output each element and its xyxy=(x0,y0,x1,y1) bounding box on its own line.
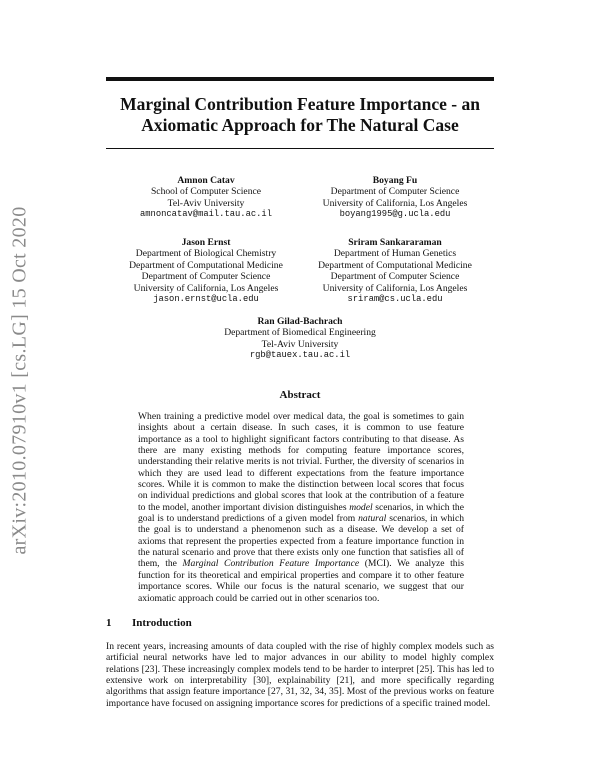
author-affiliation: Department of Biomedical Engineering xyxy=(224,327,376,339)
title-top-rule xyxy=(106,77,494,81)
abstract-emphasis-natural: natural xyxy=(358,513,387,525)
author-name: Ran Gilad-Bachrach xyxy=(257,316,343,327)
author-email[interactable]: sriram@cs.ucla.edu xyxy=(347,294,443,305)
author-email[interactable]: boyang1995@g.ucla.edu xyxy=(339,209,451,220)
author-name: Sriram Sankararaman xyxy=(348,237,442,248)
author-affiliation: University of California, Los Angeles xyxy=(133,282,279,294)
abstract-text: When training a predictive model over medical data, the goal is sometimes to gain insights about a certain disease. In such cases, it is common to use feature importance as a tool to highlight significant factors contributing to that disease. As there are many existing methods for computing feature importance scores, understanding their relative merits is not trivial. Further, the diversity of scenarios in which they are used lead to different expectations from the feature importance scores. While it is common to make the distinction between local scores that focus on individual predictions and global scores that look at the contribution of a feature to the model, another important division distinguishes xyxy=(138,411,464,513)
abstract-body xyxy=(138,411,464,604)
author-affiliation: Department of Computational Medicine xyxy=(129,259,283,271)
abstract-text: scenarios, in which the goal is to understand a phenomenon such as a disease. We develop a set of axioms that represent the properties expected from a feature importance function in the natural scenario and prove that there exists only one function that satisfies all of them, the xyxy=(138,513,464,570)
abstract-text: scenarios, in which the goal is to understand predictions of a given model from xyxy=(138,501,464,525)
title-line-2: Axiomatic Approach for The Natural Case xyxy=(141,115,459,135)
author-name: Jason Ernst xyxy=(181,237,231,248)
author-affiliation: University of California, Los Angeles xyxy=(322,282,468,294)
author-affiliation: School of Computer Science xyxy=(150,186,262,198)
abstract-emphasis-model: model xyxy=(349,501,373,513)
author-affiliation: Department of Computational Medicine xyxy=(318,259,472,271)
author-email[interactable]: rgb@tauex.tau.ac.il xyxy=(249,350,351,361)
author-affiliation: Department of Biological Chemistry xyxy=(135,248,277,260)
author-affiliation: University of California, Los Angeles xyxy=(322,197,468,209)
abstract-text: (MCI). We analyze this function for its theoretical and empirical properties and compare it to other feature importance scores. While our focus is the natural scenario, we suggest that our axiomatic approach could be carried out in other scenarios too. xyxy=(138,558,465,604)
section-number: 1 xyxy=(106,617,112,629)
author-affiliation: Department of Human Genetics xyxy=(333,248,457,260)
author-block-2 xyxy=(290,175,500,221)
author-affiliation: Department of Computer Science xyxy=(330,186,460,198)
author-affiliation: Tel-Aviv University xyxy=(261,338,339,350)
author-name: Boyang Fu xyxy=(372,175,418,186)
author-name: Amnon Catav xyxy=(177,175,235,186)
title-line-1: Marginal Contribution Feature Importance - an xyxy=(120,94,480,114)
arxiv-id-text: arXiv:2010.07910v1 [cs.LG] 15 Oct 2020 xyxy=(8,205,31,555)
abstract-emphasis-mci: Marginal Contribution Feature Importance xyxy=(182,558,360,570)
author-block-3 xyxy=(106,237,306,305)
abstract-heading: Abstract xyxy=(279,389,321,401)
author-affiliation: Department of Computer Science xyxy=(330,271,460,283)
paper-title xyxy=(106,94,494,136)
arxiv-identifier xyxy=(2,205,38,555)
author-affiliation: Tel-Aviv University xyxy=(167,197,245,209)
author-affiliation: Department of Computer Science xyxy=(141,271,271,283)
author-email[interactable]: amnoncatav@mail.tau.ac.il xyxy=(140,209,272,220)
author-block-4 xyxy=(290,237,500,305)
author-block-1 xyxy=(116,175,296,221)
title-bottom-rule xyxy=(106,148,494,149)
author-email[interactable]: jason.ernst@ucla.edu xyxy=(153,294,259,305)
section-title: Introduction xyxy=(132,617,192,629)
author-block-5 xyxy=(180,316,420,362)
section-heading-introduction xyxy=(106,617,192,629)
introduction-paragraph: In recent years, increasing amounts of data coupled with the rise of highly complex models such as artificial neural networks have led to major advances in our ability to model highly complex relations [23]. These increasingly complex models tend to be harder to interpret [25]. This has led to extensive work on interpretability [30], explainability [21], and more specifically regarding algorithms that assign feature importance [27, 31, 32, 34, 35]. Most of the previous works on feature importance have focused on assigning importance scores for predictions of a specific trained model. xyxy=(106,641,494,709)
